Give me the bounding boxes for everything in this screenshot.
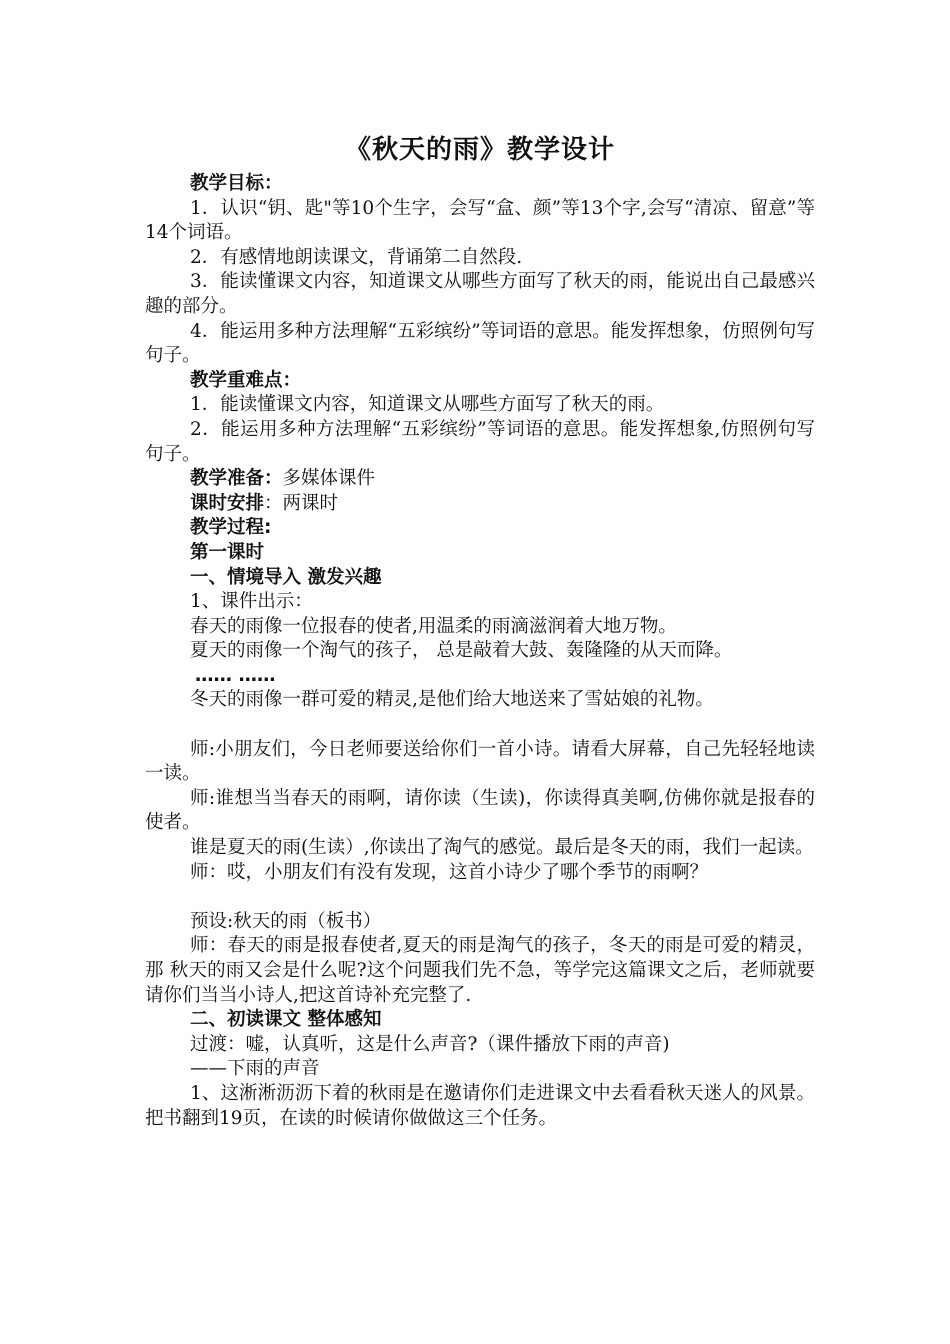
- document-title: 《秋天的雨》教学设计: [344, 135, 615, 165]
- section2-paragraph: ——下雨的声音: [190, 1058, 320, 1080]
- section2-paragraph: 1、这淅淅沥沥下着的秋雨是在邀请你们走进课文中去看看秋天迷人的风景。把书翻到19页，在读的时候请你做做这三个任务。: [145, 1082, 815, 1129]
- section1-paragraph: 冬天的雨像一群可爱的精灵,是他们给大地送来了雪姑娘的礼物。: [190, 689, 714, 711]
- key-points-heading: 教学重难点：: [190, 369, 302, 391]
- blank-line: [145, 885, 815, 910]
- dialogue-paragraph: 师：哎，小朋友们有没有发现，这首小诗少了哪个季节的雨啊？: [190, 861, 709, 883]
- section2-paragraph: 过渡：嘘，认真听，这是什么声音?（课件播放下雨的声音): [190, 1033, 670, 1055]
- document-page: [145, 130, 815, 1131]
- schedule-label: 课时安排: [190, 492, 265, 514]
- ellipsis-line: …… ……: [195, 664, 276, 686]
- section1-paragraph: 夏天的雨像一个淘气的孩子， 总是敲着大鼓、轰隆隆的从天而降。: [190, 640, 733, 662]
- objective-2: 2．有感情地朗读课文，背诵第二自然段.: [190, 246, 523, 268]
- dialogue-paragraph: 师:谁想当当春天的雨啊，请你读（生读)，你读得真美啊,仿佛你就是报春的使者。: [145, 787, 815, 834]
- objective-3: 3．能读懂课文内容，知道课文从哪些方面写了秋天的雨，能说出自己最感兴趣的部分。: [145, 271, 815, 317]
- section1-heading: 一、情境导入 激发兴趣: [190, 566, 382, 588]
- blank-line: [145, 713, 815, 738]
- key-point-2: 2．能运用多种方法理解“五彩缤纷”等词语的意思。能发挥想象,仿照例句写句子。: [145, 418, 815, 465]
- objective-4: 4．能运用多种方法理解“五彩缤纷”等词语的意思。能发挥想象，仿照例句写句子。: [145, 320, 815, 367]
- dialogue-paragraph: 师:小朋友们，今日老师要送给你们一首小诗。请看大屏幕，自己先轻轻地读一读。: [145, 738, 815, 785]
- objective-1: 1．认识“钥、匙"等10个生字，会写“盒、颜”等13个字,会写“清凉、留意”等14个词语。: [145, 197, 815, 244]
- dialogue-paragraph: 谁是夏天的雨(生读）,你读出了淘气的感觉。最后是冬天的雨，我们一起读。: [190, 837, 814, 859]
- key-point-1: 1．能读懂课文内容，知道课文从哪些方面写了秋天的雨。: [190, 394, 665, 416]
- lesson1-heading: 第一课时: [190, 541, 265, 563]
- section1-paragraph: 春天的雨像一位报春的使者,用温柔的雨滴滋润着大地万物。: [190, 615, 677, 637]
- process-heading: 教学过程:: [190, 517, 272, 539]
- teacher-paragraph: 师：春天的雨是报春使者,夏天的雨是淘气的孩子，冬天的雨是可爱的精灵，那 秋天的雨又会是什么呢?这个问题我们先不急，等学完这篇课文之后，老师就要请你们当当小诗人,把这首诗补充完整了.: [145, 935, 815, 1006]
- schedule-line: [145, 492, 815, 517]
- schedule-value: ：两课时: [264, 492, 339, 514]
- section2-heading: 二、初读课文 整体感知: [190, 1009, 382, 1031]
- section1-paragraph: 1、课件出示：: [190, 591, 313, 613]
- preset-line: 预设:秋天的雨（板书）: [190, 910, 382, 932]
- prep-label: 教学准备：: [190, 468, 283, 490]
- prep-line: [145, 467, 815, 492]
- prep-value: 多媒体课件: [282, 468, 376, 490]
- objectives-heading: 教学目标：: [190, 173, 283, 194]
